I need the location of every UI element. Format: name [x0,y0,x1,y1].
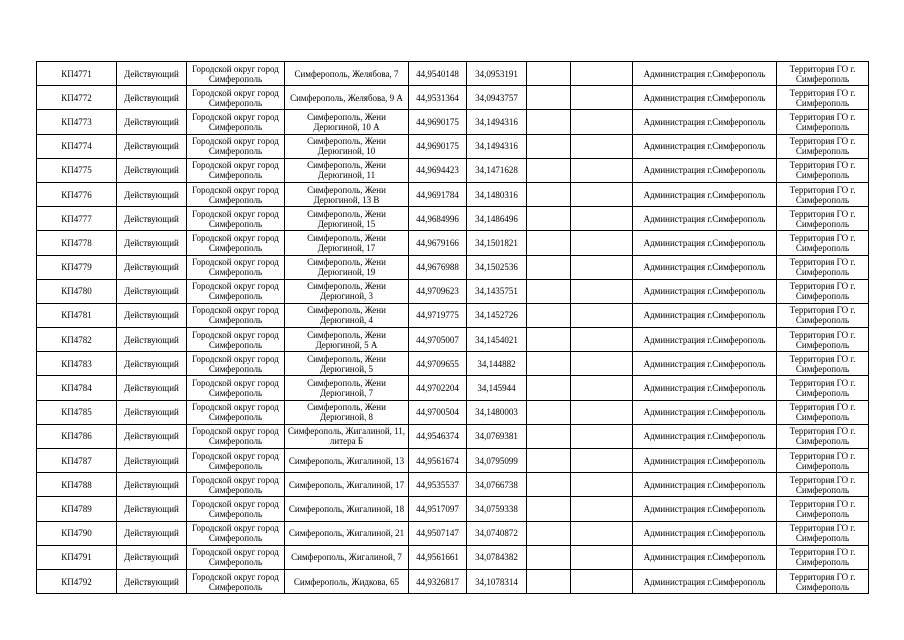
cell-longitude: 34,1501821 [467,231,527,255]
cell-municipality: Городской округ город Симферополь [187,279,285,303]
cell-empty-1 [527,134,571,158]
cell-longitude: 34,145944 [467,376,527,400]
cell-empty-2 [571,182,633,206]
cell-territory: Территория ГО г. Симферополь [777,62,869,86]
table-row [37,110,869,134]
cell-territory: Территория ГО г. Симферополь [777,207,869,231]
cell-latitude: 44,9691784 [409,182,467,206]
cell-latitude: 44,9540148 [409,62,467,86]
cell-owner: Администрация г.Симферополь [633,134,777,158]
cell-empty-1 [527,569,571,593]
cell-empty-2 [571,449,633,473]
cell-site-id: КП4789 [37,497,117,521]
cell-latitude: 44,9709655 [409,352,467,376]
cell-municipality: Городской округ город Симферополь [187,424,285,448]
cell-municipality: Городской округ город Симферополь [187,521,285,545]
cell-site-id: КП4790 [37,521,117,545]
cell-owner: Администрация г.Симферополь [633,255,777,279]
cell-latitude: 44,9690175 [409,134,467,158]
cell-longitude: 34,1435751 [467,279,527,303]
cell-owner: Администрация г.Симферополь [633,352,777,376]
cell-empty-2 [571,279,633,303]
cell-empty-1 [527,255,571,279]
cell-municipality: Городской округ город Симферополь [187,110,285,134]
cell-address: Симферополь, Жени Дерюгиной, 17 [285,231,409,255]
cell-longitude: 34,0953191 [467,62,527,86]
cell-empty-2 [571,400,633,424]
cell-empty-1 [527,400,571,424]
table-row [37,134,869,158]
cell-status: Действующий [117,376,187,400]
cell-site-id: КП4773 [37,110,117,134]
cell-empty-2 [571,255,633,279]
cell-territory: Территория ГО г. Симферополь [777,400,869,424]
cell-latitude: 44,9709623 [409,279,467,303]
cell-owner: Администрация г.Симферополь [633,86,777,110]
cell-municipality: Городской округ город Симферополь [187,86,285,110]
cell-territory: Территория ГО г. Симферополь [777,231,869,255]
table-row [37,303,869,327]
cell-empty-1 [527,449,571,473]
cell-site-id: КП4784 [37,376,117,400]
cell-owner: Администрация г.Симферополь [633,497,777,521]
cell-address: Симферополь, Жигалиной, 18 [285,497,409,521]
table-row [37,62,869,86]
cell-municipality: Городской округ город Симферополь [187,376,285,400]
cell-status: Действующий [117,521,187,545]
cell-latitude: 44,9326817 [409,569,467,593]
cell-longitude: 34,1471628 [467,158,527,182]
cell-longitude: 34,0943757 [467,86,527,110]
cell-municipality: Городской округ город Симферополь [187,497,285,521]
cell-longitude: 34,1452726 [467,303,527,327]
cell-empty-2 [571,303,633,327]
cell-empty-1 [527,424,571,448]
cell-territory: Территория ГО г. Симферополь [777,182,869,206]
cell-longitude: 34,0784382 [467,545,527,569]
cell-owner: Администрация г.Симферополь [633,376,777,400]
cell-status: Действующий [117,328,187,352]
cell-latitude: 44,9702204 [409,376,467,400]
cell-latitude: 44,9561674 [409,449,467,473]
table-row [37,86,869,110]
cell-latitude: 44,9679166 [409,231,467,255]
cell-address: Симферополь, Жени Дерюгиной, 10 [285,134,409,158]
cell-municipality: Городской округ город Симферополь [187,449,285,473]
cell-address: Симферополь, Жени Дерюгиной, 15 [285,207,409,231]
cell-site-id: КП4771 [37,62,117,86]
cell-empty-2 [571,376,633,400]
cell-status: Действующий [117,134,187,158]
cell-longitude: 34,1480316 [467,182,527,206]
table-row [37,352,869,376]
cell-municipality: Городской округ город Симферополь [187,134,285,158]
cell-municipality: Городской округ город Симферополь [187,328,285,352]
cell-owner: Администрация г.Симферополь [633,449,777,473]
table-row [37,279,869,303]
cell-address: Симферополь, Жени Дерюгиной, 13 В [285,182,409,206]
cell-longitude: 34,1502536 [467,255,527,279]
cell-address: Симферополь, Жигалиной, 13 [285,449,409,473]
cell-owner: Администрация г.Симферополь [633,182,777,206]
cell-municipality: Городской округ город Симферополь [187,545,285,569]
cell-latitude: 44,9676988 [409,255,467,279]
cell-owner: Администрация г.Симферополь [633,62,777,86]
cell-site-id: КП4780 [37,279,117,303]
cell-empty-2 [571,473,633,497]
cell-territory: Территория ГО г. Симферополь [777,158,869,182]
cell-site-id: КП4791 [37,545,117,569]
cell-longitude: 34,0766738 [467,473,527,497]
cell-empty-2 [571,231,633,255]
table-row [37,497,869,521]
cell-address: Симферополь, Жени Дерюгиной, 10 А [285,110,409,134]
cell-status: Действующий [117,449,187,473]
cell-latitude: 44,9535537 [409,473,467,497]
cell-address: Симферополь, Желябова, 9 А [285,86,409,110]
cell-territory: Территория ГО г. Симферополь [777,134,869,158]
cell-municipality: Городской округ город Симферополь [187,303,285,327]
cell-empty-1 [527,207,571,231]
cell-owner: Администрация г.Симферополь [633,303,777,327]
cell-territory: Территория ГО г. Симферополь [777,303,869,327]
cell-owner: Администрация г.Симферополь [633,279,777,303]
cell-empty-1 [527,62,571,86]
cell-latitude: 44,9531364 [409,86,467,110]
cell-empty-1 [527,182,571,206]
cell-address: Симферополь, Жени Дерюгиной, 19 [285,255,409,279]
cell-empty-2 [571,207,633,231]
cell-site-id: КП4787 [37,449,117,473]
cell-latitude: 44,9507147 [409,521,467,545]
cell-territory: Территория ГО г. Симферополь [777,545,869,569]
cell-owner: Администрация г.Симферополь [633,207,777,231]
table-row [37,328,869,352]
cell-owner: Администрация г.Симферополь [633,400,777,424]
cell-address: Симферополь, Жени Дерюгиной, 3 [285,279,409,303]
cell-territory: Территория ГО г. Симферополь [777,328,869,352]
cell-empty-1 [527,86,571,110]
cell-status: Действующий [117,473,187,497]
cell-longitude: 34,1078314 [467,569,527,593]
cell-empty-2 [571,424,633,448]
table-row [37,400,869,424]
cell-municipality: Городской округ город Симферополь [187,400,285,424]
cell-site-id: КП4778 [37,231,117,255]
cell-status: Действующий [117,303,187,327]
table-row [37,207,869,231]
cell-latitude: 44,9561661 [409,545,467,569]
cell-territory: Территория ГО г. Симферополь [777,279,869,303]
cell-empty-1 [527,497,571,521]
cell-longitude: 34,144882 [467,352,527,376]
cell-municipality: Городской округ город Симферополь [187,231,285,255]
cell-status: Действующий [117,255,187,279]
cell-status: Действующий [117,352,187,376]
cell-municipality: Городской округ город Симферополь [187,473,285,497]
cell-empty-2 [571,352,633,376]
cell-status: Действующий [117,400,187,424]
cell-address: Симферополь, Жени Дерюгиной, 7 [285,376,409,400]
cell-longitude: 34,0795099 [467,449,527,473]
cell-status: Действующий [117,86,187,110]
cell-status: Действующий [117,497,187,521]
table-row [37,473,869,497]
cell-empty-2 [571,110,633,134]
cell-site-id: КП4786 [37,424,117,448]
table-body [37,62,869,594]
cell-latitude: 44,9694423 [409,158,467,182]
table-row [37,521,869,545]
cell-empty-1 [527,376,571,400]
cell-address: Симферополь, Жени Дерюгиной, 11 [285,158,409,182]
cell-address: Симферополь, Жени Дерюгиной, 4 [285,303,409,327]
cell-status: Действующий [117,569,187,593]
cell-territory: Территория ГО г. Симферополь [777,521,869,545]
cell-address: Симферополь, Жигалиной, 7 [285,545,409,569]
cell-owner: Администрация г.Симферополь [633,231,777,255]
cell-address: Симферополь, Жигалиной, 11, литера Б [285,424,409,448]
cell-empty-2 [571,62,633,86]
cell-longitude: 34,1454021 [467,328,527,352]
cell-longitude: 34,1486496 [467,207,527,231]
cell-territory: Территория ГО г. Симферополь [777,497,869,521]
cell-latitude: 44,9705007 [409,328,467,352]
table-row [37,569,869,593]
cell-status: Действующий [117,62,187,86]
cell-empty-1 [527,521,571,545]
cell-site-id: КП4788 [37,473,117,497]
cell-territory: Территория ГО г. Симферополь [777,424,869,448]
cell-site-id: КП4774 [37,134,117,158]
cell-latitude: 44,9719775 [409,303,467,327]
cell-owner: Администрация г.Симферополь [633,473,777,497]
cell-empty-1 [527,352,571,376]
cell-address: Симферополь, Жени Дерюгиной, 8 [285,400,409,424]
cell-site-id: КП4775 [37,158,117,182]
cell-site-id: КП4781 [37,303,117,327]
cell-owner: Администрация г.Симферополь [633,521,777,545]
cell-address: Симферополь, Жени Дерюгиной, 5 [285,352,409,376]
table-row [37,545,869,569]
cell-empty-2 [571,86,633,110]
cell-site-id: КП4783 [37,352,117,376]
cell-status: Действующий [117,207,187,231]
cell-empty-2 [571,497,633,521]
cell-latitude: 44,9690175 [409,110,467,134]
cell-site-id: КП4785 [37,400,117,424]
cell-territory: Территория ГО г. Симферополь [777,569,869,593]
cell-status: Действующий [117,231,187,255]
cell-municipality: Городской округ город Симферополь [187,352,285,376]
cell-territory: Территория ГО г. Симферополь [777,352,869,376]
cell-longitude: 34,0740872 [467,521,527,545]
table-row [37,376,869,400]
cell-territory: Территория ГО г. Симферополь [777,449,869,473]
cell-empty-2 [571,569,633,593]
cell-longitude: 34,1494316 [467,134,527,158]
cell-empty-1 [527,328,571,352]
cell-municipality: Городской округ город Симферополь [187,182,285,206]
cell-latitude: 44,9546374 [409,424,467,448]
cell-longitude: 34,1494316 [467,110,527,134]
cell-address: Симферополь, Жени Дерюгиной, 5 А [285,328,409,352]
cell-owner: Администрация г.Симферополь [633,328,777,352]
cell-site-id: КП4777 [37,207,117,231]
cell-municipality: Городской округ город Симферополь [187,255,285,279]
cell-site-id: КП4792 [37,569,117,593]
cell-status: Действующий [117,158,187,182]
cell-site-id: КП4779 [37,255,117,279]
cell-empty-1 [527,303,571,327]
cell-status: Действующий [117,279,187,303]
cell-empty-2 [571,134,633,158]
table-row [37,158,869,182]
cell-territory: Территория ГО г. Симферополь [777,255,869,279]
cell-owner: Администрация г.Симферополь [633,424,777,448]
cell-territory: Территория ГО г. Симферополь [777,110,869,134]
cell-owner: Администрация г.Симферополь [633,158,777,182]
cell-owner: Администрация г.Симферополь [633,569,777,593]
cell-empty-2 [571,521,633,545]
cell-latitude: 44,9684996 [409,207,467,231]
cell-empty-1 [527,473,571,497]
cell-site-id: КП4782 [37,328,117,352]
cell-empty-1 [527,231,571,255]
cell-address: Симферополь, Жигалиной, 17 [285,473,409,497]
cell-municipality: Городской округ город Симферополь [187,158,285,182]
cell-empty-2 [571,545,633,569]
cell-owner: Администрация г.Симферополь [633,110,777,134]
cell-latitude: 44,9700504 [409,400,467,424]
cell-latitude: 44,9517097 [409,497,467,521]
table-row [37,231,869,255]
cell-address: Симферополь, Жидкова, 65 [285,569,409,593]
cell-municipality: Городской округ город Симферополь [187,207,285,231]
cell-status: Действующий [117,110,187,134]
cell-empty-1 [527,110,571,134]
cell-empty-1 [527,158,571,182]
cell-longitude: 34,0769381 [467,424,527,448]
cell-longitude: 34,0759338 [467,497,527,521]
cell-owner: Администрация г.Симферополь [633,545,777,569]
cell-status: Действующий [117,182,187,206]
cell-site-id: КП4772 [37,86,117,110]
container-sites-table [36,61,869,594]
cell-empty-1 [527,545,571,569]
table-row [37,182,869,206]
cell-municipality: Городской округ город Симферополь [187,569,285,593]
cell-status: Действующий [117,545,187,569]
cell-territory: Территория ГО г. Симферополь [777,86,869,110]
cell-longitude: 34,1480003 [467,400,527,424]
cell-territory: Территория ГО г. Симферополь [777,473,869,497]
cell-address: Симферополь, Желябова, 7 [285,62,409,86]
cell-empty-1 [527,279,571,303]
cell-status: Действующий [117,424,187,448]
cell-address: Симферополь, Жигалиной, 21 [285,521,409,545]
cell-empty-2 [571,328,633,352]
table-row [37,449,869,473]
cell-territory: Территория ГО г. Симферополь [777,376,869,400]
cell-empty-2 [571,158,633,182]
cell-municipality: Городской округ город Симферополь [187,62,285,86]
table-row [37,255,869,279]
table-row [37,424,869,448]
cell-site-id: КП4776 [37,182,117,206]
